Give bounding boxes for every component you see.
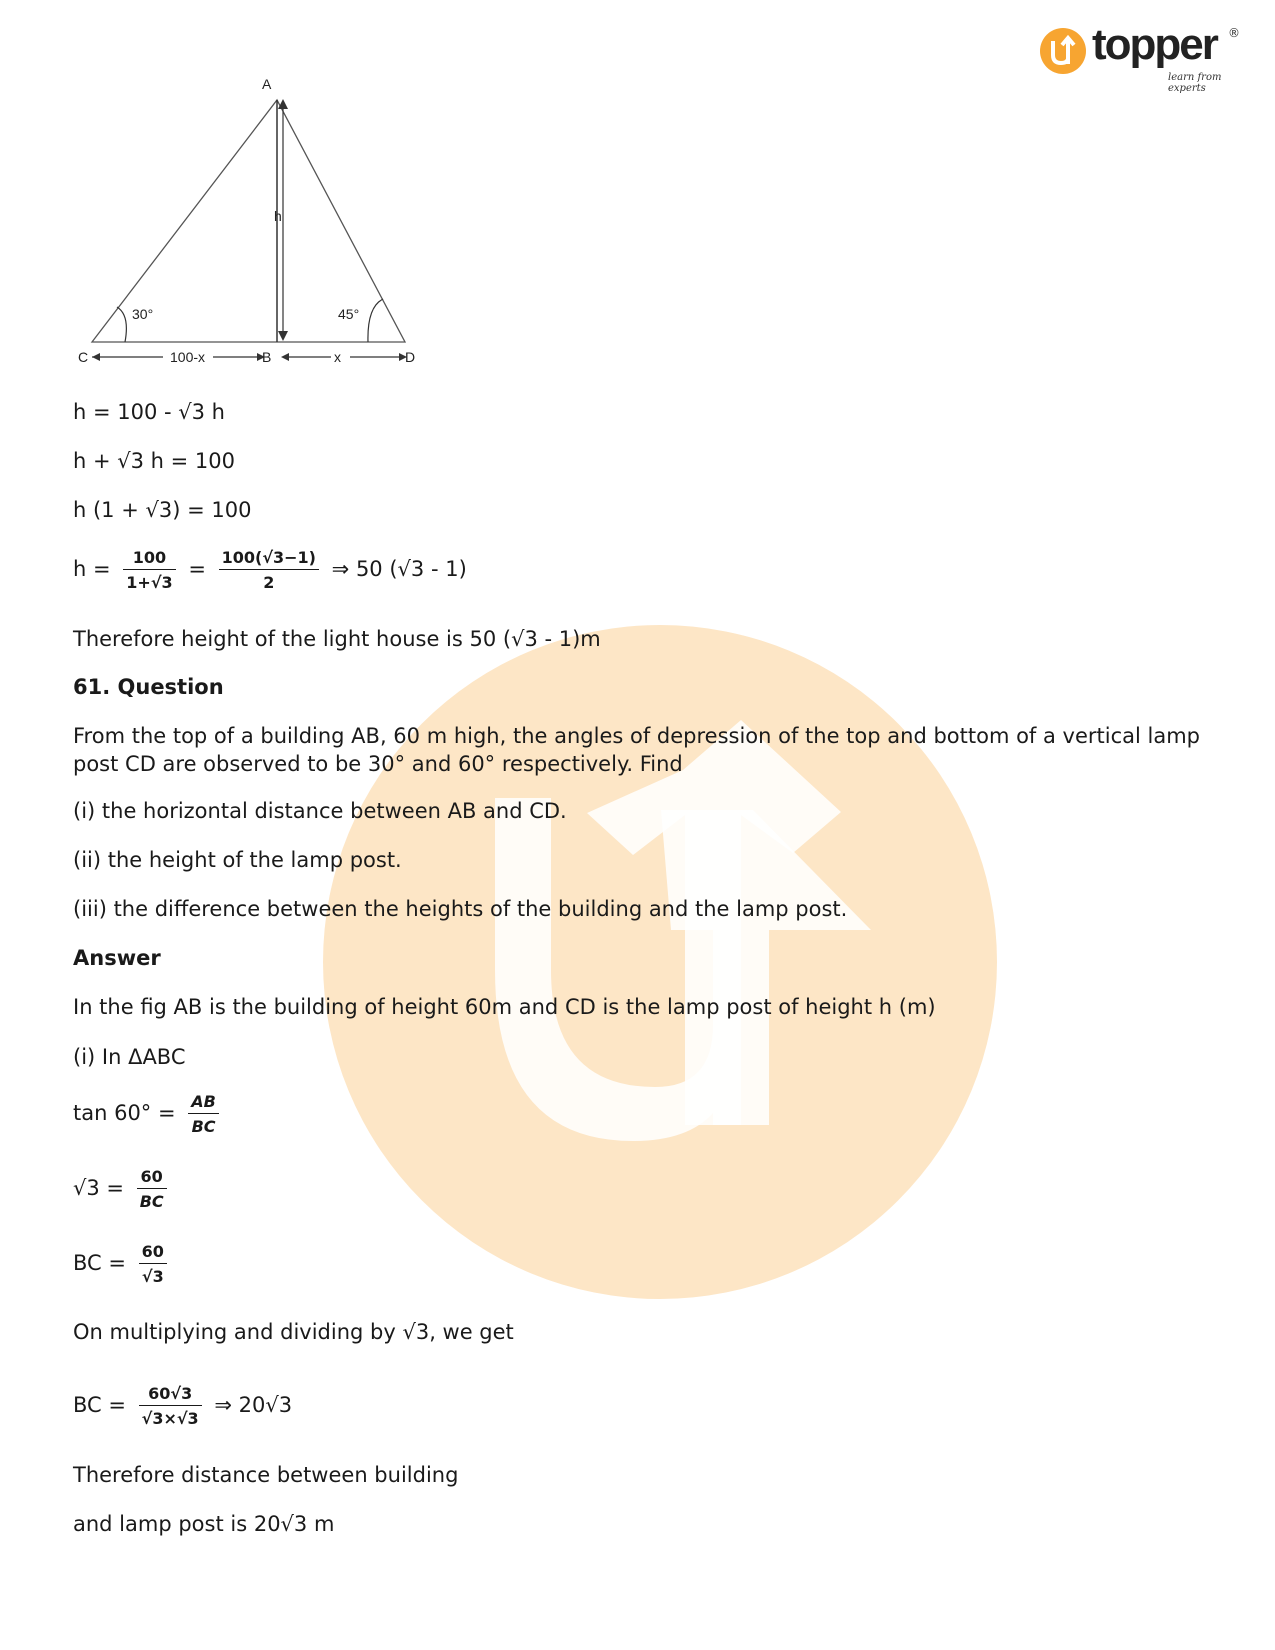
- step4-result: ⇒ 50 (√3 - 1): [331, 557, 467, 581]
- bc-prefix: BC =: [73, 1251, 126, 1275]
- fraction-numerator: 60: [139, 1242, 167, 1264]
- step-line-3: h (1 + √3) = 100: [73, 498, 252, 522]
- bc-rationalized-equation: [73, 1384, 292, 1428]
- fraction-60-over-bc: [137, 1167, 167, 1211]
- fraction-denominator: BC: [191, 1117, 216, 1136]
- question-heading: 61. Question: [73, 675, 224, 699]
- fraction-numerator: 60: [137, 1167, 167, 1189]
- fraction-numerator: 100(√3−1): [219, 548, 319, 570]
- registered-mark: ®: [1228, 26, 1240, 40]
- segment-cb-label: 100-x: [170, 349, 206, 365]
- u-arrow-icon: [1040, 28, 1086, 74]
- tan-equation: [73, 1092, 225, 1136]
- question-part-3: (iii) the difference between the heights of the building and the lamp post.: [73, 897, 848, 921]
- multiply-note: On multiplying and dividing by √3, we get: [73, 1320, 514, 1344]
- question-text: From the top of a building AB, 60 m high, the angles of depression of the top and bottom of a vertical lamp post CD are observed to be 30° and 60° respectively. Find: [73, 724, 1200, 776]
- fraction-numerator: 100: [123, 548, 175, 570]
- fraction-denominator: 1+√3: [126, 573, 173, 592]
- height-conclusion: Therefore height of the light house is 50 (√3 - 1)m: [73, 627, 601, 651]
- distance-conclusion-2: and lamp post is 20√3 m: [73, 1512, 335, 1536]
- topper-logo: [1040, 20, 1240, 94]
- fraction-numerator: 60√3: [139, 1384, 202, 1406]
- step-line-4: [73, 548, 467, 592]
- fraction-100-over-1-plus-root3: [123, 548, 175, 592]
- answer-subpart-1: (i) In ΔABC: [73, 1045, 186, 1069]
- step4-prefix: h =: [73, 557, 111, 581]
- step4-equals: =: [188, 557, 206, 581]
- bc2-prefix: BC =: [73, 1393, 126, 1417]
- segment-bd-label: x: [334, 349, 341, 365]
- bc-equation: [73, 1242, 173, 1286]
- triangle-diagram: [75, 75, 445, 375]
- angle-c-label: 30°: [132, 306, 154, 322]
- question-part-2: (ii) the height of the lamp post.: [73, 848, 402, 872]
- label-h: h: [274, 208, 282, 224]
- fraction-denominator: √3: [141, 1267, 164, 1286]
- fraction-60-over-root3: [139, 1242, 167, 1286]
- root3-prefix: √3 =: [73, 1176, 125, 1200]
- fraction-numerator: AB: [188, 1092, 219, 1114]
- label-a: A: [262, 76, 272, 92]
- fraction-60root3-over-root3xroot3: [139, 1384, 202, 1428]
- fraction-ab-over-bc: [188, 1092, 219, 1136]
- step-line-1: h = 100 - √3 h: [73, 400, 225, 424]
- angle-d-label: 45°: [338, 306, 360, 322]
- step-line-2: h + √3 h = 100: [73, 449, 236, 473]
- answer-heading: Answer: [73, 946, 161, 970]
- fraction-rationalized: [219, 548, 319, 592]
- logo-wordmark: topper: [1092, 20, 1217, 69]
- answer-intro: In the fig AB is the building of height 60m and CD is the lamp post of height h (m): [73, 995, 936, 1019]
- logo-tagline: learn from experts: [1168, 72, 1222, 94]
- label-c: C: [78, 349, 89, 365]
- label-d: D: [405, 349, 416, 365]
- fraction-denominator: BC: [139, 1192, 164, 1211]
- label-b: B: [262, 349, 272, 365]
- fraction-denominator: 2: [263, 573, 275, 592]
- bc2-result: ⇒ 20√3: [214, 1393, 293, 1417]
- root3-equation: [73, 1167, 173, 1211]
- question-part-1: (i) the horizontal distance between AB and CD.: [73, 799, 567, 823]
- tan-prefix: tan 60° =: [73, 1101, 176, 1125]
- fraction-denominator: √3×√3: [141, 1409, 199, 1428]
- distance-conclusion-1: Therefore distance between building: [73, 1463, 459, 1487]
